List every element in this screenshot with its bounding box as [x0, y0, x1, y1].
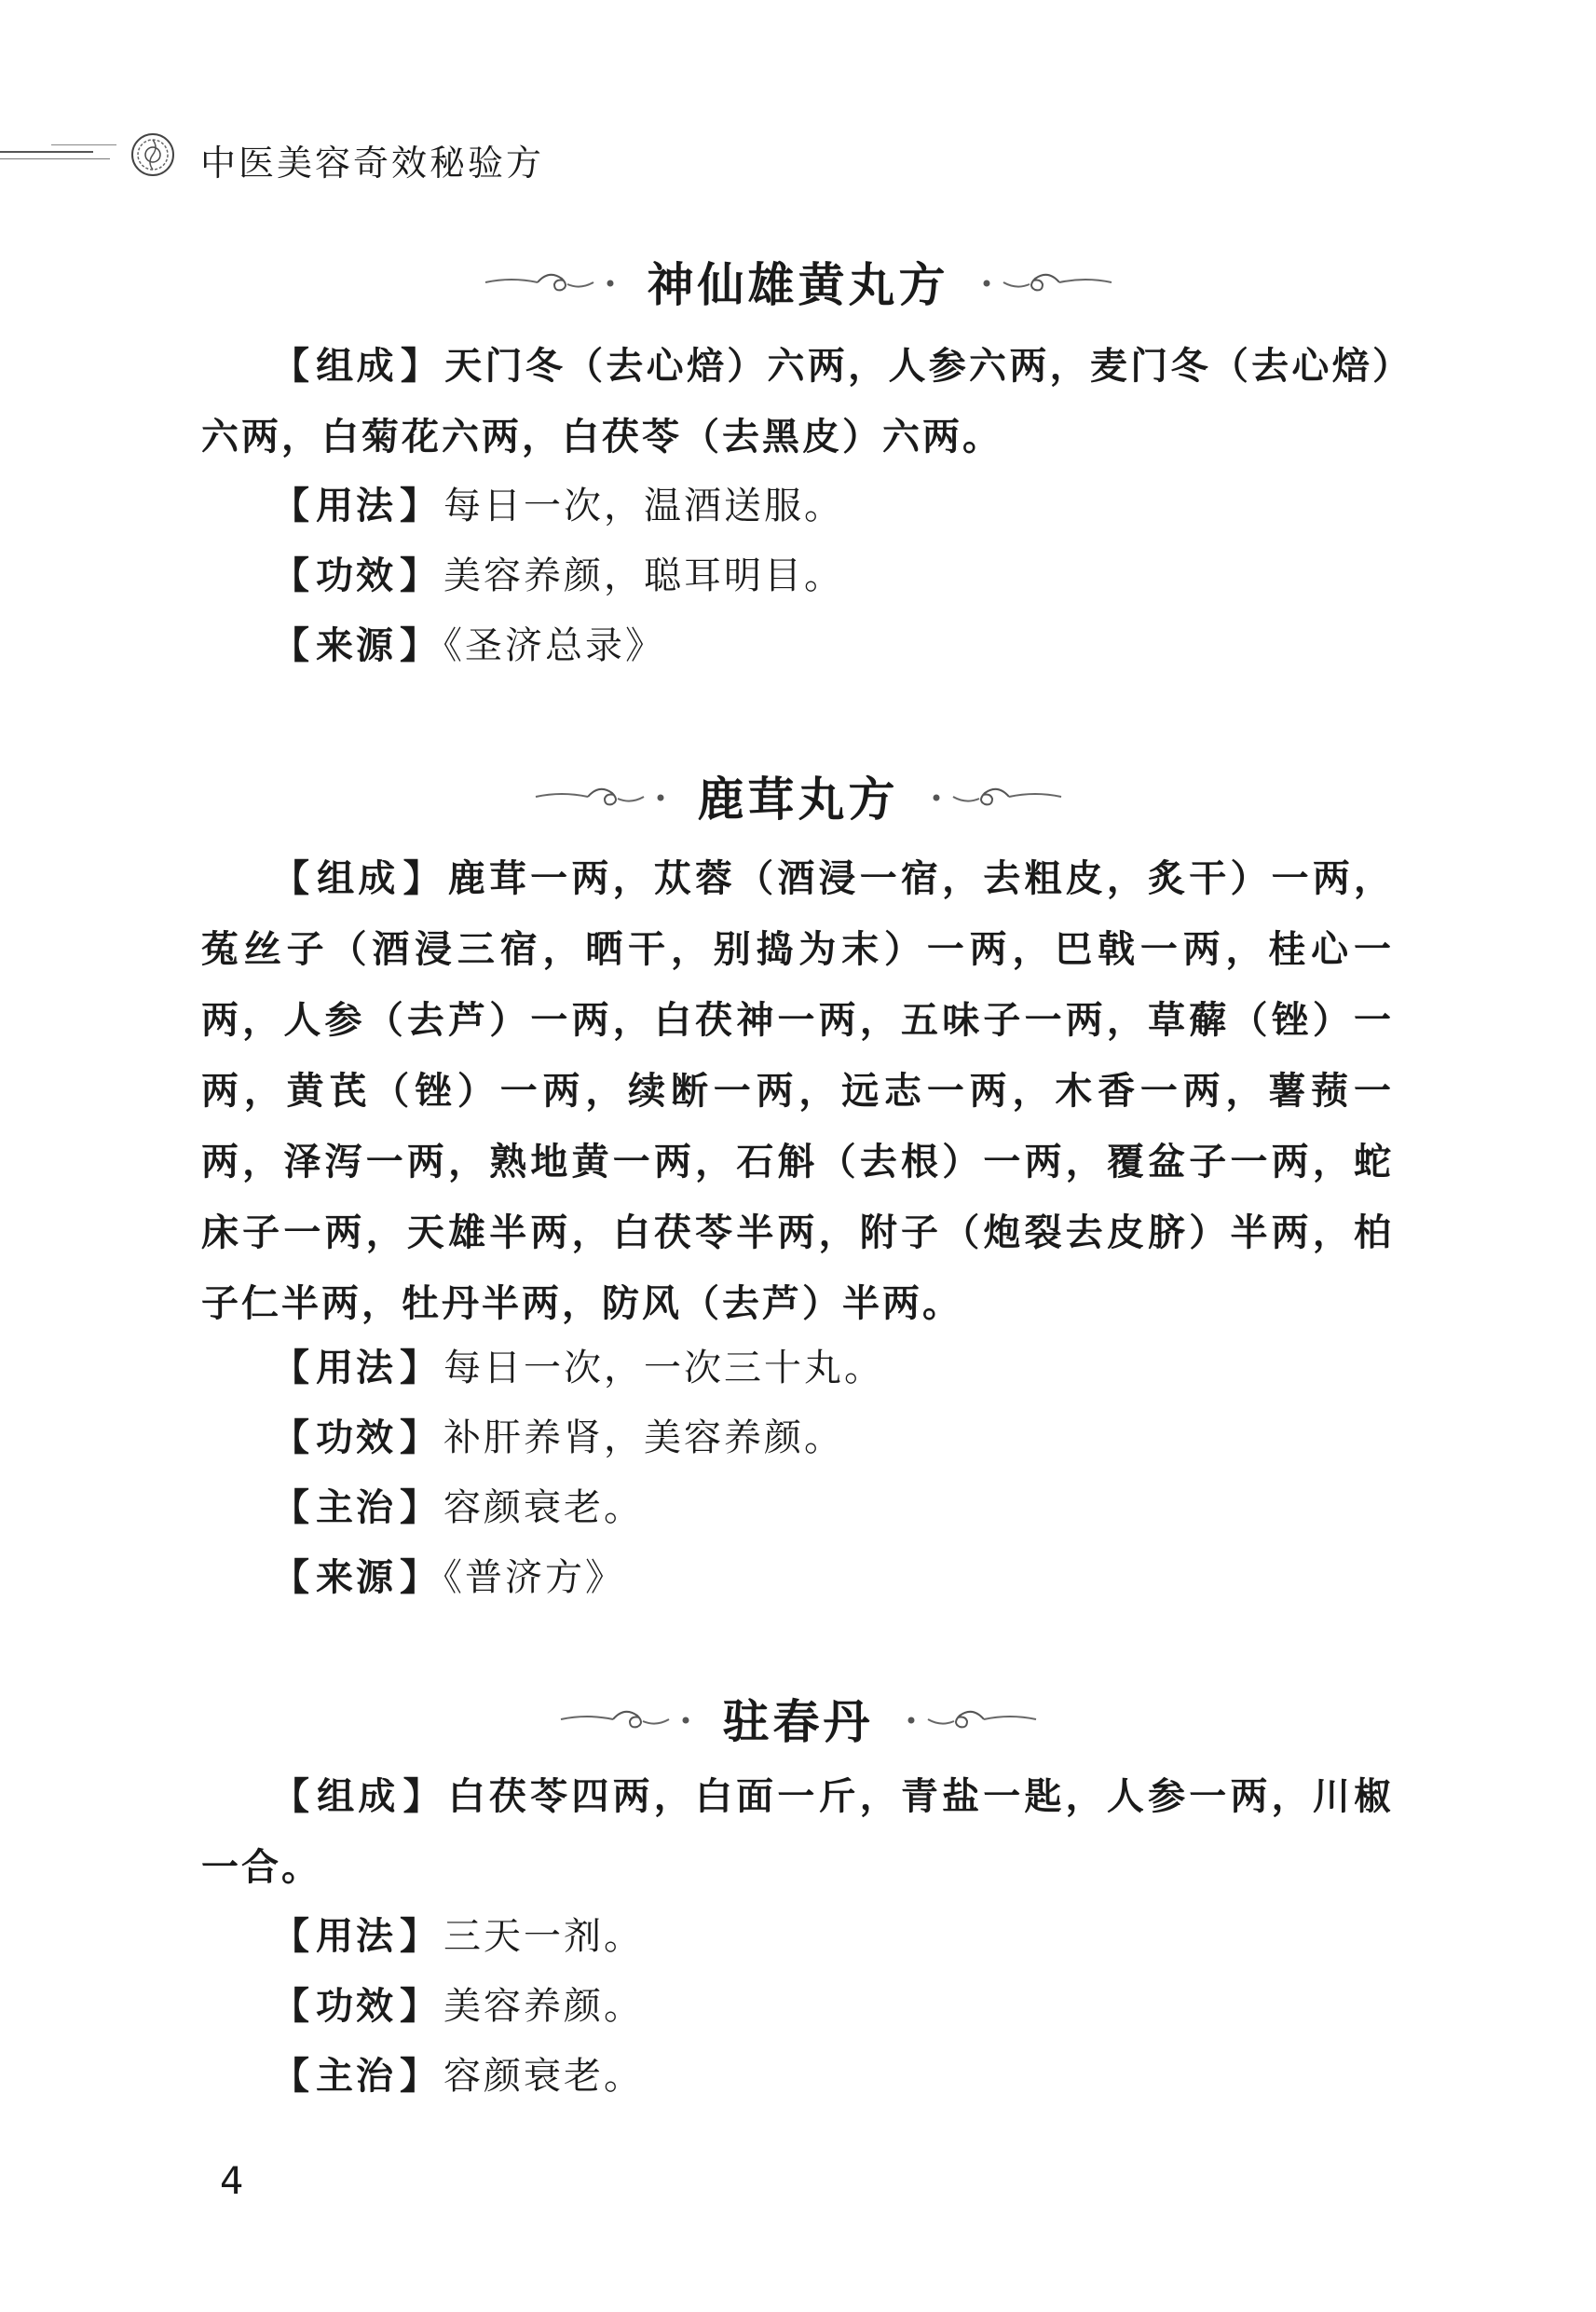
- header-emblem-icon: [129, 130, 177, 179]
- right-flourish-icon: [923, 780, 1063, 812]
- entry-label: 功效: [316, 554, 396, 597]
- entry-usage: 【 用法 】 每日一次，温酒送服。: [272, 484, 844, 527]
- entry-label: 来源: [316, 624, 396, 667]
- entry-effect: 【 功效 】 美容养颜，聪耳明目。: [272, 554, 844, 597]
- entry-label: 主治: [316, 1486, 396, 1529]
- entry-text: 补肝养肾，美容养颜。: [443, 1416, 844, 1459]
- entry-effect: 【 功效 】 美容养颜。: [272, 1984, 644, 2028]
- entry-label: 用法: [316, 1347, 396, 1389]
- running-header: [0, 130, 745, 183]
- entry-text: 容颜衰老。: [443, 2055, 644, 2098]
- entry-label: 来源: [316, 1556, 396, 1599]
- entry-text: 《普济方》: [443, 1556, 625, 1599]
- section-title: [0, 1685, 1596, 1750]
- entry-text: 容颜衰老。: [443, 1486, 644, 1529]
- header-rule: [0, 151, 93, 153]
- entry-label: 功效: [316, 1416, 396, 1459]
- entry-composition: 【 组成 】 白茯苓四两，白面一斤，青盐一匙，人参一两，川椒一合。: [201, 1774, 1395, 1889]
- section-title: [0, 762, 1596, 828]
- entry-text: 天门冬（去心焙）六两，人参六两，麦门冬（去心焙）六两，白菊花六两，白茯苓（去黑皮）六两。: [201, 344, 1395, 458]
- entry-label: 组成: [317, 857, 400, 900]
- entry-text: 每日一次，温酒送服。: [443, 485, 844, 527]
- entry-text: 每日一次，一次三十丸。: [443, 1347, 884, 1389]
- entry-text: 鹿茸一两，苁蓉（酒浸一宿，去粗皮，炙干）一两，菟丝子（酒浸三宿，晒干，别捣为末）一两，巴戟一两，桂心一两，人参（去芦）一两，白茯神一两，五味子一两，草薢（锉）一两，黄芪（锉）一两，续断一两，远志一两，木香一两，薯蓣一两，泽泻一两，熟地黄一两，石斛（去根）一两，覆盆子一两，蛇床子一两，天雄半两，白茯苓半两，附子（炮裂去皮脐）半两，柏子仁半两，牡丹半两，防风（去芦）半两。: [201, 856, 1395, 1325]
- entry-source: 【 来源 】 《普济方》: [272, 1555, 625, 1599]
- header-rule: [0, 158, 110, 159]
- entry-text: 《圣济总录》: [443, 624, 665, 667]
- page-number: 4: [220, 2160, 244, 2203]
- entry-text: 美容养颜。: [443, 1985, 644, 2028]
- entry-composition: 【 组成 】 天门冬（去心焙）六两，人参六两，麦门冬（去心焙）六两，白菊花六两，白茯苓（去黑皮）六两。: [201, 344, 1395, 458]
- entry-label: 组成: [317, 1775, 400, 1818]
- left-flourish-icon: [559, 1703, 699, 1734]
- entry-text: 三天一剂。: [443, 1915, 644, 1958]
- entry-effect: 【 功效 】 补肝养肾，美容养颜。: [272, 1416, 844, 1459]
- left-flourish-icon: [534, 780, 674, 812]
- entry-usage: 【 用法 】 三天一剂。: [272, 1914, 644, 1958]
- section-title: [0, 248, 1596, 313]
- entry-label: 用法: [316, 1915, 396, 1958]
- entry-label: 用法: [316, 485, 396, 527]
- right-flourish-icon: [898, 1703, 1038, 1734]
- entry-indication: 【 主治 】 容颜衰老。: [272, 2054, 644, 2098]
- section-title-text: 神仙雄黄丸方: [647, 257, 949, 312]
- running-header-title: 中医美容奇效秘验方: [200, 143, 545, 184]
- entry-indication: 【 主治 】 容颜衰老。: [272, 1485, 644, 1529]
- entry-source: 【 来源 】 《圣济总录》: [272, 623, 665, 667]
- entry-text: 白茯苓四两，白面一斤，青盐一匙，人参一两，川椒一合。: [201, 1774, 1395, 1889]
- right-flourish-icon: [974, 266, 1113, 297]
- entry-composition: 【 组成 】 鹿茸一两，苁蓉（酒浸一宿，去粗皮，炙干）一两，菟丝子（酒浸三宿，晒干，别捣为末）一两，巴戟一两，桂心一两，人参（去芦）一两，白茯神一两，五味子一两，草薢（锉）一两，黄芪（锉）一两，续断一两，远志一两，木香一两，薯蓣一两，泽泻一两，熟地黄一两，石斛（去根）一两，覆盆子一两，蛇床子一两，天雄半两，白茯苓半两，附子（炮裂去皮脐）半两，柏子仁半两，牡丹半两，防风（去芦）半两。: [201, 856, 1395, 1325]
- entry-label: 功效: [316, 1985, 396, 2028]
- header-rule: [51, 144, 116, 145]
- section-title-text: 鹿茸丸方: [697, 772, 899, 827]
- section-title-text: 驻春丹: [722, 1694, 874, 1749]
- left-flourish-icon: [484, 266, 623, 297]
- entry-usage: 【 用法 】 每日一次，一次三十丸。: [272, 1346, 884, 1389]
- entry-label: 主治: [316, 2055, 396, 2098]
- entry-label: 组成: [316, 345, 397, 388]
- entry-text: 美容养颜，聪耳明目。: [443, 554, 844, 597]
